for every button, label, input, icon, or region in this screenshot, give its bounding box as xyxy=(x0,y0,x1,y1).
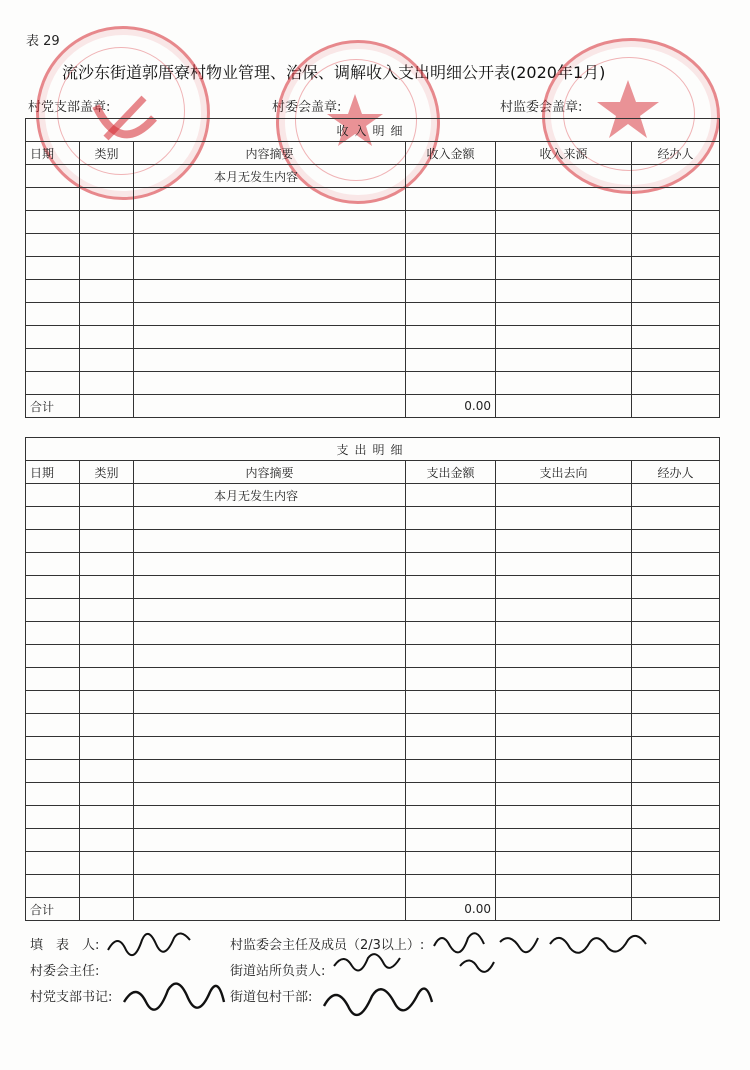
income-blank-rows xyxy=(26,188,720,395)
table-cell xyxy=(26,668,80,691)
table-row xyxy=(26,714,720,737)
table-cell xyxy=(134,691,406,714)
table-cell xyxy=(406,211,496,234)
table-cell xyxy=(496,257,632,280)
table-cell xyxy=(134,280,406,303)
table-cell xyxy=(80,737,134,760)
table-cell xyxy=(134,349,406,372)
table-cell xyxy=(80,852,134,875)
table-cell xyxy=(406,530,496,553)
table-cell xyxy=(80,553,134,576)
table-cell xyxy=(496,737,632,760)
table-row xyxy=(26,760,720,783)
table-cell xyxy=(134,372,406,395)
table-cell xyxy=(134,875,406,898)
table-cell xyxy=(632,714,720,737)
table-cell xyxy=(134,188,406,211)
handwritten-signature xyxy=(430,922,690,982)
table-cell xyxy=(406,852,496,875)
table-cell xyxy=(134,599,406,622)
table-row xyxy=(26,257,720,280)
expense-total-value: 0.00 xyxy=(406,898,496,921)
expense-blank-rows xyxy=(26,507,720,898)
income-total-row xyxy=(26,395,720,418)
table-row xyxy=(26,553,720,576)
table-cell xyxy=(406,691,496,714)
table-cell xyxy=(406,507,496,530)
table-cell xyxy=(26,326,80,349)
table-cell xyxy=(496,875,632,898)
table-cell xyxy=(80,372,134,395)
table-cell xyxy=(134,760,406,783)
income-column-headers xyxy=(26,142,720,165)
table-cell xyxy=(406,349,496,372)
table-cell xyxy=(496,349,632,372)
table-cell xyxy=(26,188,80,211)
table-cell xyxy=(26,372,80,395)
table-cell xyxy=(406,257,496,280)
table-cell xyxy=(406,783,496,806)
table-cell xyxy=(26,280,80,303)
table-cell xyxy=(496,326,632,349)
table-cell xyxy=(632,599,720,622)
table-cell xyxy=(406,372,496,395)
table-cell xyxy=(632,645,720,668)
expense-section-header: 支出明细 xyxy=(26,438,720,461)
table-cell xyxy=(632,553,720,576)
table-row xyxy=(26,576,720,599)
table-cell xyxy=(134,852,406,875)
table-cell xyxy=(496,280,632,303)
table-cell xyxy=(406,829,496,852)
table-cell xyxy=(496,645,632,668)
table-cell xyxy=(496,622,632,645)
table-cell xyxy=(80,280,134,303)
table-cell xyxy=(80,875,134,898)
table-row xyxy=(26,783,720,806)
expense-col-handler: 经办人 xyxy=(632,461,720,484)
table-cell xyxy=(406,875,496,898)
table-cell xyxy=(26,349,80,372)
table-cell xyxy=(632,737,720,760)
table-row xyxy=(26,875,720,898)
table-cell xyxy=(26,875,80,898)
income-col-summary: 内容摘要 xyxy=(134,142,406,165)
table-cell xyxy=(80,303,134,326)
table-cell xyxy=(26,622,80,645)
table-cell xyxy=(406,188,496,211)
table-row xyxy=(26,691,720,714)
table-cell xyxy=(80,829,134,852)
table-cell xyxy=(26,530,80,553)
table-cell xyxy=(632,668,720,691)
party-secretary-label: 村党支部书记: xyxy=(30,990,113,1005)
expense-table xyxy=(25,437,720,921)
table-cell xyxy=(496,691,632,714)
table-cell xyxy=(80,760,134,783)
table-cell xyxy=(80,349,134,372)
table-cell xyxy=(496,760,632,783)
table-row xyxy=(26,622,720,645)
table-cell xyxy=(26,303,80,326)
expense-col-date: 日期 xyxy=(26,461,80,484)
table-cell xyxy=(632,852,720,875)
table-cell xyxy=(496,599,632,622)
handwritten-signature xyxy=(118,972,228,1036)
table-cell xyxy=(632,691,720,714)
table-cell xyxy=(134,507,406,530)
table-row xyxy=(26,599,720,622)
table-cell xyxy=(80,326,134,349)
table-cell xyxy=(496,852,632,875)
table-cell xyxy=(26,760,80,783)
handwritten-signature xyxy=(318,976,438,1040)
table-cell xyxy=(406,280,496,303)
table-number: 表 29 xyxy=(26,34,60,49)
table-cell xyxy=(80,691,134,714)
table-cell xyxy=(26,806,80,829)
handwritten-signature xyxy=(104,924,194,964)
table-cell xyxy=(496,372,632,395)
party-seal-label: 村党支部盖章: xyxy=(28,100,111,115)
table-cell xyxy=(496,234,632,257)
table-cell xyxy=(632,622,720,645)
table-row xyxy=(26,829,720,852)
table-cell xyxy=(134,257,406,280)
table-row xyxy=(26,349,720,372)
table-cell xyxy=(496,806,632,829)
income-table xyxy=(25,118,720,418)
expense-col-destination: 支出去向 xyxy=(496,461,632,484)
table-row xyxy=(26,303,720,326)
table-cell xyxy=(406,760,496,783)
table-cell xyxy=(80,257,134,280)
committee-director-label: 村委会主任: xyxy=(30,964,100,979)
table-cell xyxy=(80,211,134,234)
village-cadre-label: 街道包村干部: xyxy=(230,990,313,1005)
table-cell xyxy=(26,257,80,280)
table-cell xyxy=(406,737,496,760)
table-row xyxy=(26,326,720,349)
table-cell xyxy=(26,829,80,852)
table-row xyxy=(26,484,720,507)
table-cell xyxy=(496,211,632,234)
table-cell xyxy=(632,234,720,257)
table-row xyxy=(26,530,720,553)
table-cell xyxy=(134,326,406,349)
table-cell xyxy=(80,530,134,553)
table-cell xyxy=(496,188,632,211)
table-cell xyxy=(496,829,632,852)
expense-col-summary: 内容摘要 xyxy=(134,461,406,484)
supervisory-members-label: 村监委会主任及成员（2/3以上）: xyxy=(230,938,425,953)
table-cell xyxy=(134,211,406,234)
table-cell xyxy=(632,576,720,599)
handwritten-signature xyxy=(330,946,410,980)
committee-seal-label: 村委会盖章: xyxy=(272,100,342,115)
table-row xyxy=(26,852,720,875)
table-cell xyxy=(406,576,496,599)
table-row xyxy=(26,280,720,303)
income-section-header: 收入明细 xyxy=(26,119,720,142)
table-row xyxy=(26,668,720,691)
table-cell xyxy=(406,326,496,349)
table-cell xyxy=(406,645,496,668)
table-cell xyxy=(632,326,720,349)
table-cell xyxy=(496,714,632,737)
table-row xyxy=(26,234,720,257)
table-cell xyxy=(632,829,720,852)
table-cell xyxy=(134,553,406,576)
table-cell xyxy=(26,737,80,760)
table-cell xyxy=(134,576,406,599)
income-col-amount: 收入金额 xyxy=(406,142,496,165)
table-cell xyxy=(496,553,632,576)
table-cell xyxy=(632,507,720,530)
page-title: 流沙东街道郭厝寮村物业管理、治保、调解收入支出明细公开表(2020年1月) xyxy=(62,63,606,82)
table-cell xyxy=(26,553,80,576)
table-cell xyxy=(80,806,134,829)
table-cell xyxy=(26,507,80,530)
table-cell xyxy=(26,599,80,622)
table-row xyxy=(26,211,720,234)
table-cell xyxy=(134,829,406,852)
table-cell xyxy=(26,691,80,714)
table-cell xyxy=(406,303,496,326)
income-col-source: 收入来源 xyxy=(496,142,632,165)
table-row xyxy=(26,806,720,829)
table-cell xyxy=(80,188,134,211)
table-row xyxy=(26,645,720,668)
table-cell xyxy=(134,234,406,257)
expense-total-label: 合计 xyxy=(26,898,80,921)
income-total-value: 0.00 xyxy=(406,395,496,418)
table-cell xyxy=(632,530,720,553)
income-total-label: 合计 xyxy=(26,395,80,418)
table-cell xyxy=(406,714,496,737)
table-cell xyxy=(406,806,496,829)
supervisory-seal-label: 村监委会盖章: xyxy=(500,100,583,115)
table-cell xyxy=(632,372,720,395)
table-row xyxy=(26,507,720,530)
table-cell xyxy=(134,806,406,829)
table-cell xyxy=(134,783,406,806)
table-cell xyxy=(26,645,80,668)
table-row xyxy=(26,165,720,188)
station-head-label: 街道站所负责人: xyxy=(230,964,326,979)
filler-label: 填 表 人: xyxy=(30,938,100,953)
expense-col-category: 类别 xyxy=(80,461,134,484)
income-col-date: 日期 xyxy=(26,142,80,165)
table-cell xyxy=(496,668,632,691)
table-cell xyxy=(632,760,720,783)
income-col-category: 类别 xyxy=(80,142,134,165)
table-cell xyxy=(134,645,406,668)
table-cell xyxy=(632,875,720,898)
table-cell xyxy=(26,234,80,257)
table-cell xyxy=(80,234,134,257)
table-cell xyxy=(134,303,406,326)
table-cell xyxy=(496,783,632,806)
table-cell xyxy=(26,852,80,875)
table-cell xyxy=(80,599,134,622)
table-cell xyxy=(134,714,406,737)
table-cell xyxy=(406,599,496,622)
table-cell xyxy=(80,714,134,737)
table-cell xyxy=(134,530,406,553)
expense-col-amount: 支出金额 xyxy=(406,461,496,484)
table-cell xyxy=(632,188,720,211)
table-cell xyxy=(406,622,496,645)
table-cell xyxy=(496,303,632,326)
table-cell xyxy=(632,211,720,234)
table-cell xyxy=(80,645,134,668)
table-cell xyxy=(632,257,720,280)
table-row xyxy=(26,737,720,760)
expense-total-row xyxy=(26,898,720,921)
table-cell xyxy=(406,553,496,576)
income-first-row-summary: 本月无发生内容 xyxy=(134,165,406,188)
table-cell xyxy=(134,668,406,691)
table-cell xyxy=(134,737,406,760)
table-cell xyxy=(496,576,632,599)
expense-column-headers xyxy=(26,461,720,484)
table-cell xyxy=(80,576,134,599)
table-cell xyxy=(26,783,80,806)
table-cell xyxy=(496,507,632,530)
table-cell xyxy=(80,507,134,530)
expense-first-row-summary: 本月无发生内容 xyxy=(134,484,406,507)
table-cell xyxy=(80,622,134,645)
table-cell xyxy=(496,530,632,553)
table-cell xyxy=(632,806,720,829)
table-cell xyxy=(632,783,720,806)
table-cell xyxy=(406,234,496,257)
table-cell xyxy=(632,303,720,326)
table-cell xyxy=(26,714,80,737)
table-row xyxy=(26,188,720,211)
table-cell xyxy=(134,622,406,645)
table-cell xyxy=(80,783,134,806)
table-cell xyxy=(26,211,80,234)
table-cell xyxy=(26,576,80,599)
income-col-handler: 经办人 xyxy=(632,142,720,165)
table-cell xyxy=(80,668,134,691)
table-cell xyxy=(632,280,720,303)
table-cell xyxy=(632,349,720,372)
table-cell xyxy=(406,668,496,691)
table-row xyxy=(26,372,720,395)
